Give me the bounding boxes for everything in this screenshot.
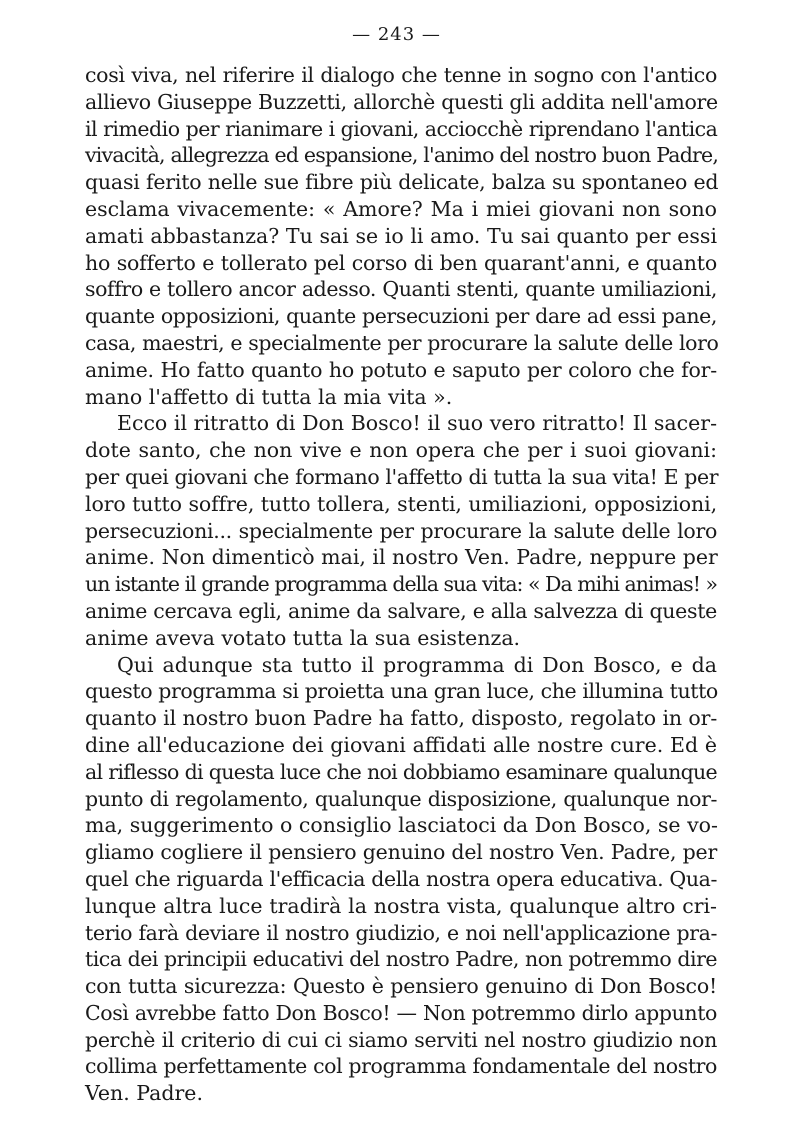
text-line: perchè il criterio di cui ci siamo serviti nel nostro giudizio non: [85, 1027, 717, 1052]
text-line: mano l'affetto di tutta la mia vita ».: [85, 384, 453, 409]
text-line: gliamo cogliere il pensiero genuino del nostro Ven. Padre, per: [85, 840, 718, 865]
text-line: soffro e tollero ancor adesso. Quanti stenti, quante umiliazioni,: [85, 277, 717, 302]
text-line: esclama vivacemente: « Amore? Ma i miei giovani non sono: [85, 196, 717, 221]
text-line: Ven. Padre.: [85, 1081, 203, 1106]
paragraph-3: [85, 652, 717, 1108]
text-line: punto di regolamento, qualunque disposizione, qualunque nor-: [85, 786, 717, 811]
text-line: collima perfettamente col programma fondamentale del nostro: [85, 1054, 717, 1079]
text-line: così viva, nel riferire il dialogo che tenne in sogno con l'antico: [85, 63, 717, 87]
text-line: per quei giovani che formano l'affetto di tutta la sua vita! E per: [85, 464, 719, 489]
text-line: quasi ferito nelle sue fibre più delicate, balza su spontaneo ed: [85, 170, 719, 195]
text-line: con tutta sicurezza: Questo è pensiero genuino di Don Bosco!: [85, 974, 717, 999]
text-line: quante opposizioni, quante persecuzioni per dare ad essi pane,: [85, 304, 718, 329]
text-line: loro tutto soffre, tutto tollera, stenti, umiliazioni, opposizioni,: [85, 491, 717, 516]
text-line: anime aveva votato tutta la sua esistenza.: [85, 625, 521, 650]
text-line: casa, maestri, e specialmente per procurare la salute delle loro: [85, 330, 719, 355]
text-line: Qui adunque sta tutto il programma di Don Bosco, e da: [117, 652, 717, 677]
text-line: Ecco il ritratto di Don Bosco! il suo vero ritratto! Il sacer-: [117, 411, 717, 436]
text-line: questo programma si proietta una gran luce, che illumina tutto: [85, 679, 718, 704]
text-line: tica dei principii educativi del nostro Padre, non potremmo dire: [85, 947, 717, 972]
text-line: anime. Ho fatto quanto ho potuto e saputo per coloro che for-: [85, 357, 717, 382]
text-line: ma, suggerimento o consiglio lasciatoci da Don Bosco, se vo-: [85, 813, 718, 838]
text-line: dote santo, che non vive e non opera che per i suoi giovani:: [85, 438, 717, 463]
text-line: quel che riguarda l'efficacia della nostra opera educativa. Qua-: [85, 866, 717, 891]
text-line: lunque altra luce tradirà la nostra vista, qualunque altro cri-: [85, 893, 717, 918]
text-line: ho sofferto e tollerato pel corso di ben quarant'anni, e quanto: [85, 250, 717, 275]
paragraph-2: [85, 410, 717, 651]
text-line: persecuzioni... specialmente per procurare la salute delle loro: [85, 518, 717, 543]
text-line: Così avrebbe fatto Don Bosco! — Non potremmo dirlo appunto: [85, 1000, 717, 1025]
text-line: dine all'educazione dei giovani affidati alle nostre cure. Ed è: [85, 732, 717, 757]
paragraph-1: [85, 62, 717, 410]
text-line: amati abbastanza? Tu sai se io li amo. Tu sai quanto per essi: [85, 223, 717, 248]
text-line: terio farà deviare il nostro giudizio, e noi nell'applicazione pra-: [85, 920, 717, 945]
text-line: un istante il grande programma della sua vita: « Da mihi animas! »: [85, 572, 717, 597]
page-number: — 243 —: [352, 24, 441, 45]
text-line: allievo Giuseppe Buzzetti, allorchè questi gli addita nell'amore: [85, 89, 718, 114]
body-text: [85, 62, 717, 1107]
text-line: al riflesso di questa luce che noi dobbiamo esaminare qualunque: [85, 759, 717, 784]
text-line: anime. Non dimenticò mai, il nostro Ven. Padre, neppure per: [85, 545, 718, 570]
text-line: quanto il nostro buon Padre ha fatto, disposto, regolato in or-: [85, 706, 718, 731]
text-line: il rimedio per rianimare i giovani, acciocchè riprendano l'antica: [85, 116, 718, 141]
text-line: anime cercava egli, anime da salvare, e alla salvezza di queste: [85, 598, 717, 623]
text-line: vivacità, allegrezza ed espansione, l'animo del nostro buon Padre,: [85, 143, 719, 168]
